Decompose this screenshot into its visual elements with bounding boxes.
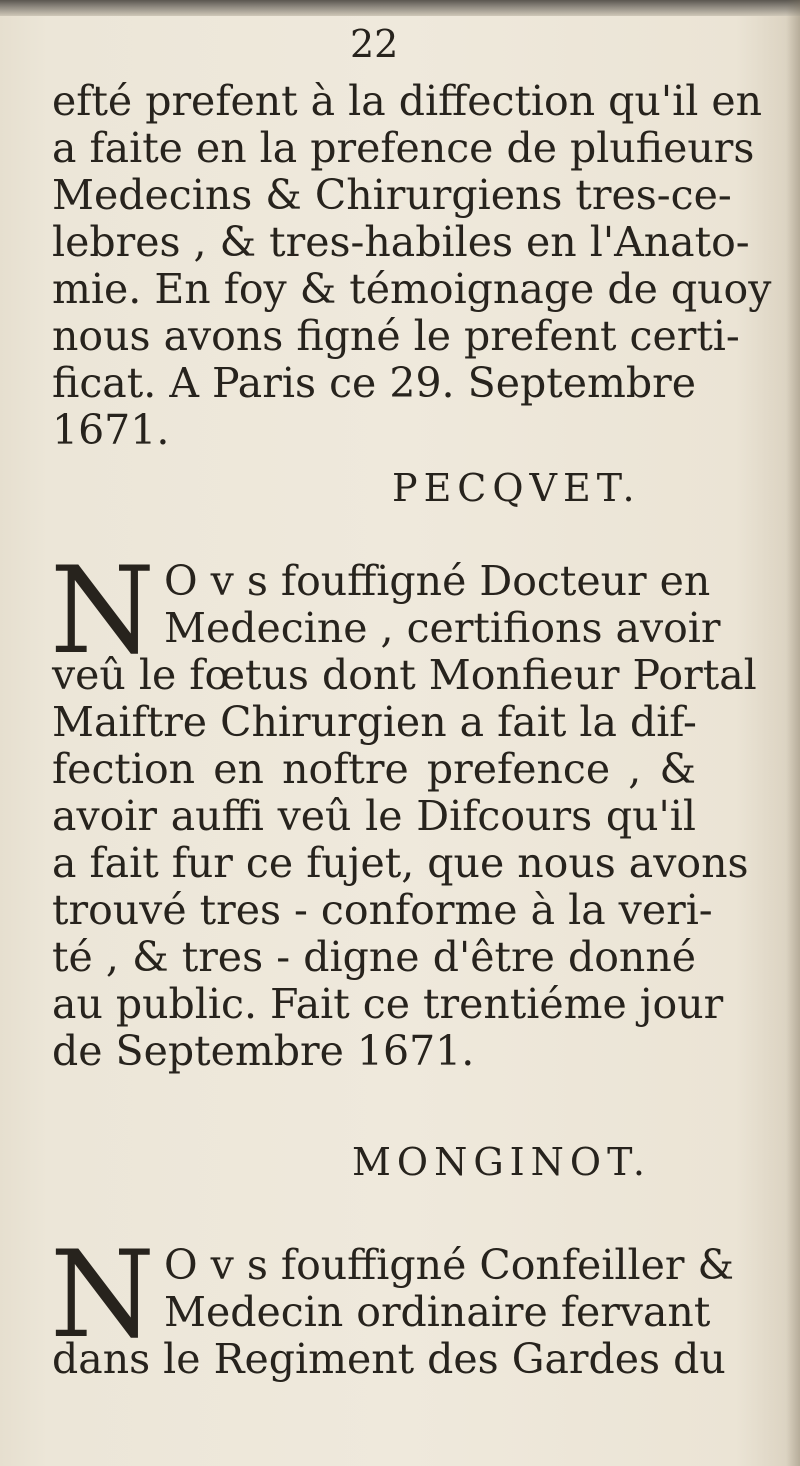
signature-pecquet: PECQVET.: [392, 466, 641, 510]
drop-cap: N: [50, 1226, 155, 1365]
page-right-edge: [786, 0, 800, 1466]
text-line: Medecin ordinaire fervant: [164, 1288, 711, 1336]
text-line: mie. En foy & témoignage de quoy: [52, 265, 772, 313]
text-line: lebres , & tres-habiles en l'Anato-: [52, 218, 750, 266]
text-line: avoir auffi veû le Difcours qu'il: [52, 792, 696, 840]
paragraph-2: [50, 542, 757, 1075]
text-line: trouvé tres - conforme à la veri-: [52, 886, 713, 934]
text-line: fection en noftre prefence , &: [52, 745, 696, 793]
text-line: a fait fur ce fujet, que nous avons: [52, 839, 749, 887]
text-line: ficat. A Paris ce 29. Septembre: [52, 359, 696, 407]
text-line: Medecine , certifions avoir: [164, 604, 721, 652]
text-line: a faite en la prefence de plufieurs: [52, 124, 755, 172]
text-line: au public. Fait ce trentiéme jour: [52, 980, 724, 1028]
signature-monginot: MONGINOT.: [352, 1140, 651, 1184]
text-line: Maiftre Chirurgien a fait la dif-: [52, 698, 697, 746]
text-line: veû le fœtus dont Monfieur Portal: [52, 651, 757, 699]
paragraph-1: [52, 77, 772, 454]
text-line: O v s fouffigné Docteur en: [164, 557, 711, 605]
text-line: Medecins & Chirurgiens tres-ce-: [52, 171, 732, 219]
text-line: dans le Regiment des Gardes du: [52, 1335, 726, 1383]
page-number: 22: [350, 22, 399, 66]
text-line: de Septembre 1671.: [52, 1027, 475, 1075]
drop-cap: N: [50, 542, 155, 681]
text-line: O v s fouffigné Confeiller &: [164, 1241, 734, 1289]
text-line: nous avons figné le prefent certi-: [52, 312, 740, 360]
page-top-edge: [0, 0, 800, 16]
text-line: té , & tres - digne d'être donné: [52, 933, 696, 981]
text-line: efté prefent à la diffection qu'il en: [52, 77, 763, 125]
text-line: 1671.: [52, 406, 170, 454]
paragraph-3: [50, 1226, 734, 1383]
